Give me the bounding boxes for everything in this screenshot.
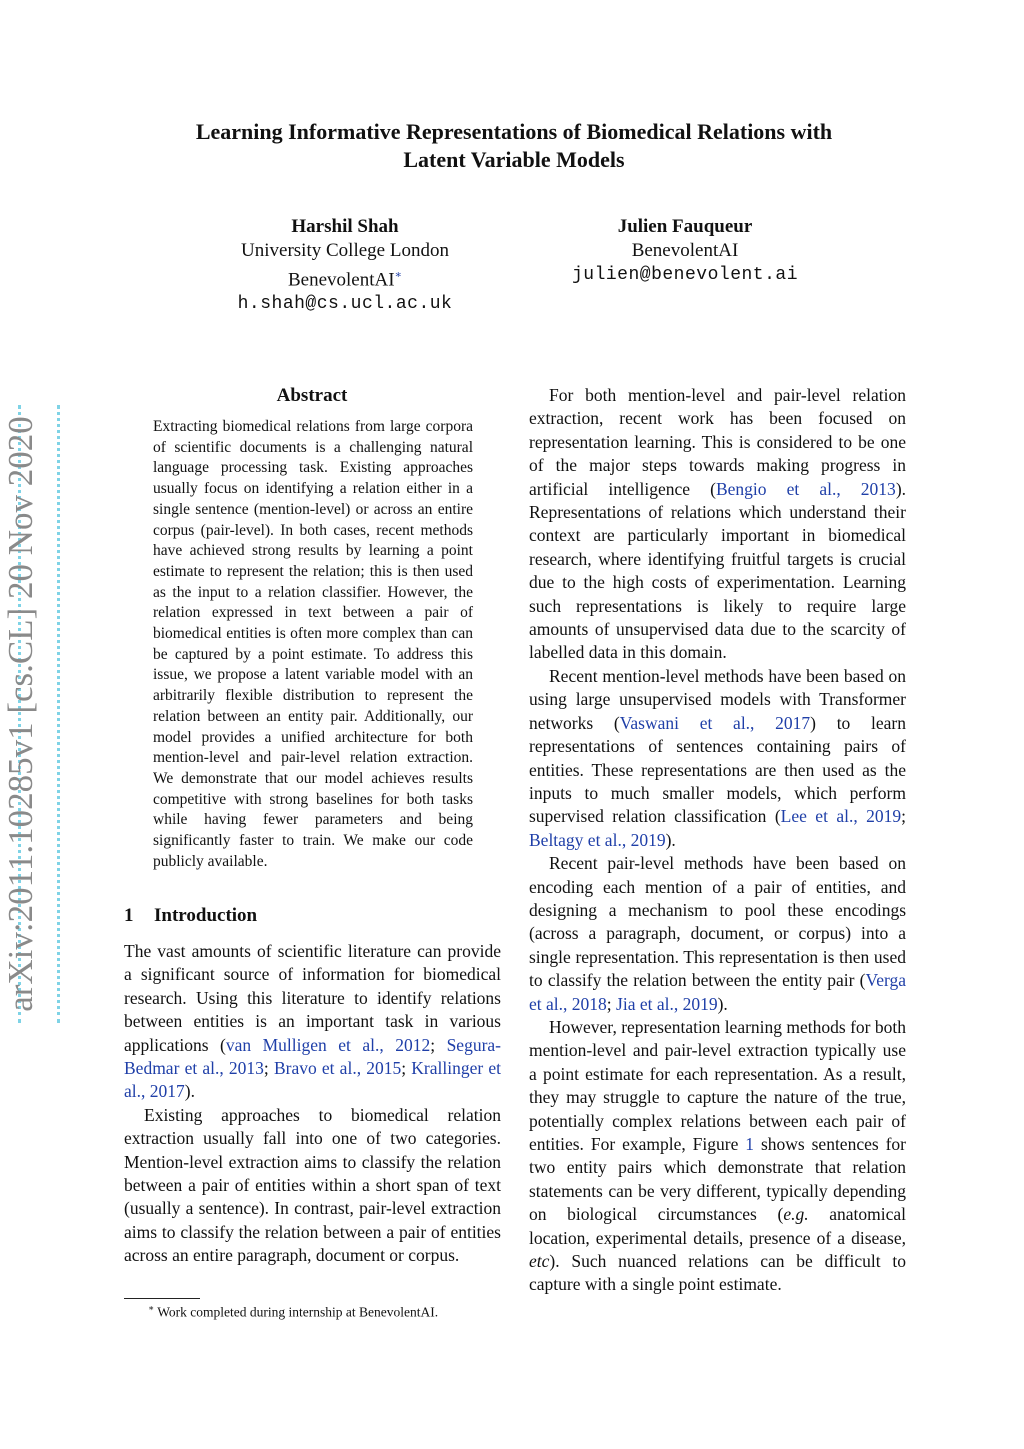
citation-link[interactable]: Segura-Bedmar et al., 2013 xyxy=(124,1034,501,1079)
section-title: Introduction xyxy=(154,905,258,926)
author-email: julien@benevolent.ai xyxy=(571,265,799,285)
citation-link[interactable]: Krallinger et al., 2017 xyxy=(124,1058,501,1102)
author-name: Harshil Shah xyxy=(291,216,399,237)
citation-link[interactable]: van Mulligen et al., 2012 xyxy=(225,1034,431,1055)
citation-link[interactable]: Vaswani et al., 2017 xyxy=(619,712,811,733)
citation-link[interactable]: Bengio et al., 2013 xyxy=(715,478,896,499)
abstract-text: Extracting biomedical relations from large corpora of scientific documents is a challenging natural language processing task. Existing approaches usually focus on identifying a relation either in a single sentence (mention-level) or across an entire corpus (pair-level). In both cases, recent methods have achieved strong results by learning a point estimate to represent the relation; this is then used as the input to a relation classifier. However, the relation expressed in text between a pair of biomedical entities is often more complex than can be captured by a point estimate. To address this issue, we propose a latent variable model with an arbitrarily flexible distribution to represent the relation between an entity pair. Additionally, our model provides a unified architecture for both mention-level and pair-level relation extraction. We demonstrate that our model achieves results competitive with strong baselines for both tasks while having fewer parameters and being significantly faster to train. We make our code publicly available. xyxy=(153,418,473,870)
citation-link[interactable]: Bravo et al., 2015 xyxy=(273,1058,402,1079)
figure-reference-link[interactable]: 1 xyxy=(745,1134,755,1154)
citation-link[interactable]: Verga et al., 2018 xyxy=(529,970,906,1014)
author-affiliation: BenevolentAI xyxy=(631,240,739,261)
paragraph: Recent mention-level methods have been based on using large unsupervised models with Transformer networks (Vaswani et al., 2017) to learn representations of sentences containing pairs of entities. These representations are then used as the inputs to much smaller models, which perform supervised relation classification (Lee et al., 2019; Beltagy et al., 2019). xyxy=(529,665,906,850)
section-heading xyxy=(124,905,257,927)
title-line-2: Latent Variable Models xyxy=(403,147,625,172)
author-affiliation: University College London xyxy=(241,240,449,261)
author-name: Julien Fauqueur xyxy=(617,216,753,237)
title-line-1: Learning Informative Representations of Biomedical Relations with xyxy=(195,119,833,144)
paragraph: Recent pair-level methods have been based on encoding each mention of a pair of entities, and designing a mechanism to pool these encodings (across a paragraph, document, or corpus) into a single representation. This representation is then used to classify the relation between the entity pair (Verga et al., 2018; Jia et al., 2019). xyxy=(529,853,906,1014)
paragraph: The vast amounts of scientific literature can provide a significant source of information for biomedical research. Using this literature to identify relations between entities is an important task in various applications (van Mulligen et al., 2012; Segura-Bedmar et al., 2013; Bravo et al., 2015; Krallinger et al., 2017). xyxy=(124,941,501,1102)
citation-link[interactable]: Jia et al., 2019 xyxy=(616,993,718,1014)
author-block-1 xyxy=(220,215,470,316)
footnote-marker: ∗ xyxy=(148,1303,155,1313)
paragraph: However, representation learning methods for both mention-level and pair-level extraction typically use a point estimate for each representation. As a result, they may struggle to capture the nature of the true, potentially complex relations between each pair of entities. For example, Figure 1 shows sentences for two entity pairs which demonstrate that relation statements can be very different, typically depending on biological circumstances (e.g. anatomical location, experimental details, presence of a disease, etc). Such nuanced relations can be difficult to capture with a single point estimate. xyxy=(529,1016,906,1295)
section-number: 1 xyxy=(124,905,134,926)
citation-link[interactable]: Beltagy et al., 2019 xyxy=(529,829,666,850)
author-affiliation: BenevolentAI∗ xyxy=(287,269,403,291)
citation-link[interactable]: Lee et al., 2019 xyxy=(780,806,902,827)
paragraph: Existing approaches to biomedical relation extraction usually fall into one of two categories. Mention-level extraction aims to classify the relation between a pair of entities within a short span of text (usually a sentence). In contrast, pair-level extraction aims to classify the relation between a pair of entities across an entire paragraph, document or corpus. xyxy=(124,1104,501,1266)
arxiv-identifier: arXiv:2011.10285v1 [cs.CL] 20 Nov 2020 xyxy=(1,416,40,1012)
author-block-2 xyxy=(560,215,810,287)
left-column-body xyxy=(124,940,501,1268)
footnote-marker[interactable]: ∗ xyxy=(394,269,403,281)
abstract-heading: Abstract xyxy=(276,385,348,406)
footnote: ∗ Work completed during internship at BenevolentAI. xyxy=(148,1303,439,1320)
right-column-body xyxy=(529,384,906,1297)
paragraph: For both mention-level and pair-level relation extraction, recent work has been focused on representation learning. This is considered to be one of the major steps towards making progress in artificial intelligence (Bengio et al., 2013). Representations of relations which understand their context are particularly important in biomedical research, where identifying fruitful targets is crucial due to the high costs of experimentation. Learning such representations is likely to require large amounts of unsupervised data due to the scarcity of labelled data in this domain. xyxy=(529,385,907,663)
author-email: h.shah@cs.ucl.ac.uk xyxy=(237,294,453,315)
paper-title xyxy=(100,118,928,174)
